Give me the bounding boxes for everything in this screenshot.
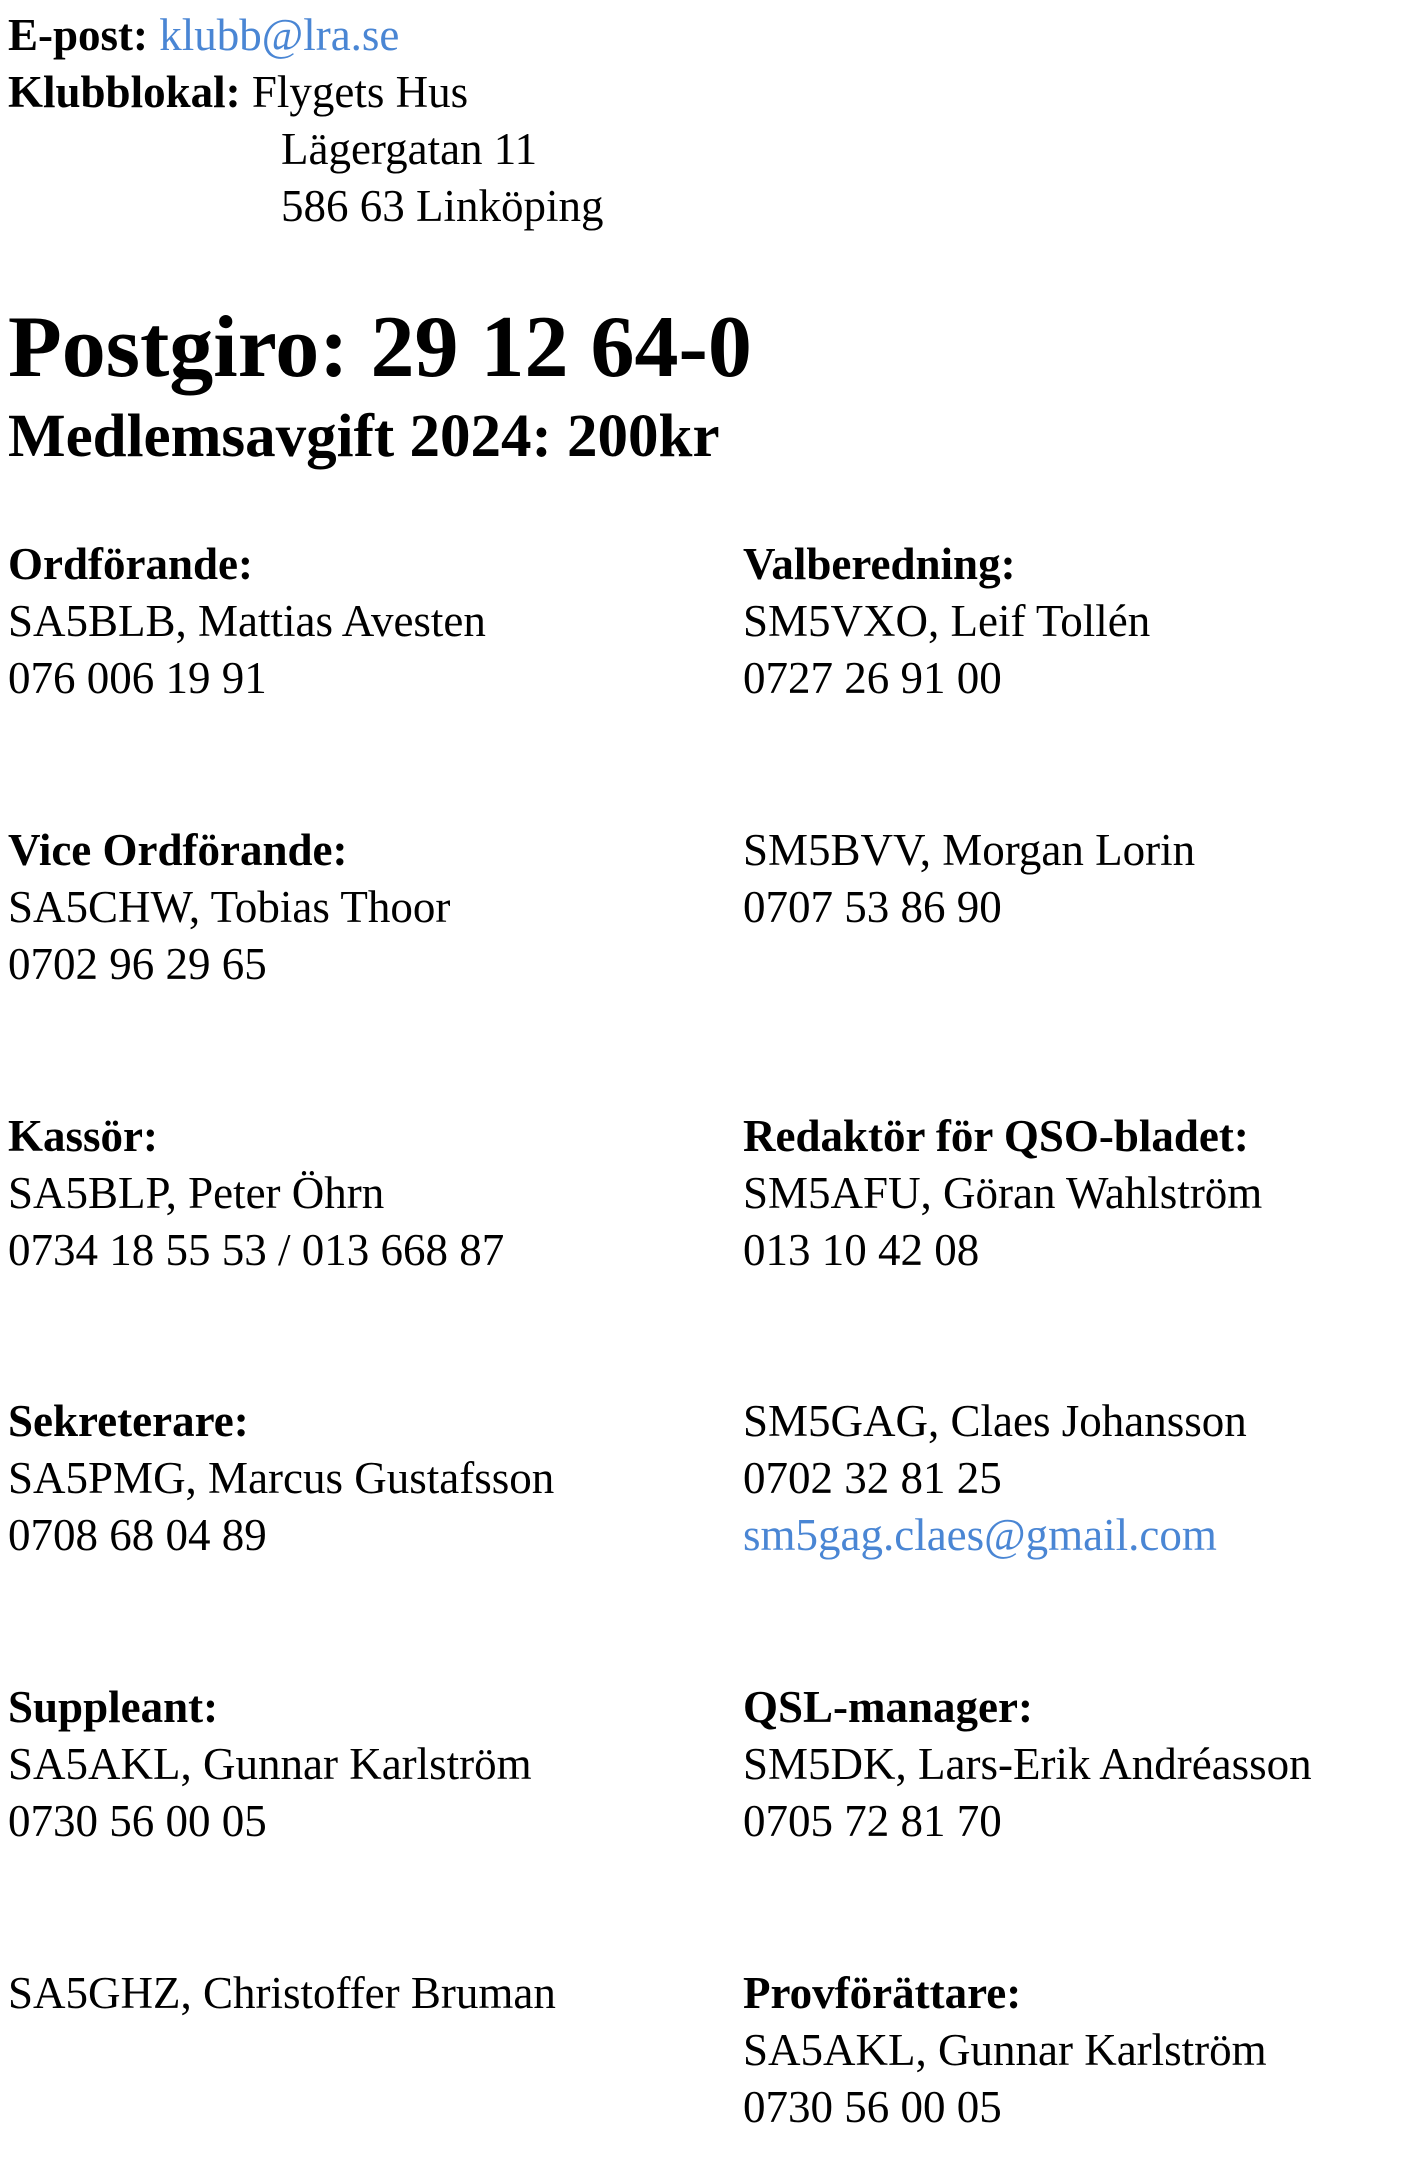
email-label: E-post: bbox=[8, 10, 149, 60]
role-title: QSL-manager: bbox=[743, 1682, 1033, 1732]
role-block-deputy bbox=[8, 1679, 532, 1850]
member-phone: 076 006 19 91 bbox=[8, 653, 267, 703]
role-block-examiner bbox=[743, 1965, 1267, 2136]
member-name: SA5PMG, Marcus Gustafsson bbox=[8, 1453, 555, 1503]
role-block-editor-2 bbox=[743, 1393, 1247, 1564]
venue-city: 586 63 Linköping bbox=[281, 181, 604, 231]
role-block-chairman bbox=[8, 536, 486, 707]
member-phone: 0734 18 55 53 / 013 668 87 bbox=[8, 1225, 505, 1275]
venue-line bbox=[8, 64, 468, 121]
role-block-nomination bbox=[743, 536, 1150, 707]
role-block-nomination-2 bbox=[743, 822, 1195, 936]
role-block-editor bbox=[743, 1108, 1262, 1279]
member-email-link[interactable]: sm5gag.claes@gmail.com bbox=[743, 1510, 1217, 1560]
membership-fee-heading: Medlemsavgift 2024: 200kr bbox=[8, 403, 720, 470]
member-name: SA5CHW, Tobias Thoor bbox=[8, 882, 451, 932]
role-title: Suppleant: bbox=[8, 1682, 219, 1732]
member-phone: 0705 72 81 70 bbox=[743, 1796, 1002, 1846]
member-name: SA5AKL, Gunnar Karlström bbox=[8, 1739, 532, 1789]
role-title: Provförättare: bbox=[743, 1968, 1022, 2018]
member-phone: 013 10 42 08 bbox=[743, 1225, 980, 1275]
member-phone: 0708 68 04 89 bbox=[8, 1510, 267, 1560]
postgiro-heading: Postgiro: 29 12 64-0 bbox=[8, 299, 752, 396]
role-title: Redaktör för QSO-bladet: bbox=[743, 1111, 1249, 1161]
venue-label: Klubblokal: bbox=[8, 67, 241, 117]
member-phone: 0730 56 00 05 bbox=[8, 1796, 267, 1846]
role-title: Valberedning: bbox=[743, 539, 1016, 589]
role-block-qsl-manager bbox=[743, 1679, 1312, 1850]
email-line bbox=[8, 7, 399, 64]
member-name: SM5VXO, Leif Tollén bbox=[743, 596, 1151, 646]
member-phone: 0702 96 29 65 bbox=[8, 939, 267, 989]
member-name: SM5BVV, Morgan Lorin bbox=[743, 825, 1196, 875]
member-name: SM5GAG, Claes Johansson bbox=[743, 1396, 1247, 1446]
role-block-secretary bbox=[8, 1393, 554, 1564]
venue-street: Lägergatan 11 bbox=[281, 124, 538, 174]
member-phone: 0727 26 91 00 bbox=[743, 653, 1002, 703]
role-title: Vice Ordförande: bbox=[8, 825, 348, 875]
role-title: Sekreterare: bbox=[8, 1396, 249, 1446]
member-name: SA5GHZ, Christoffer Bruman bbox=[8, 1968, 556, 2018]
member-phone: 0702 32 81 25 bbox=[743, 1453, 1002, 1503]
role-title: Kassör: bbox=[8, 1111, 158, 1161]
member-name: SA5BLP, Peter Öhrn bbox=[8, 1168, 385, 1218]
member-phone: 0707 53 86 90 bbox=[743, 882, 1002, 932]
member-name: SA5BLB, Mattias Avesten bbox=[8, 596, 486, 646]
member-name: SM5AFU, Göran Wahlström bbox=[743, 1168, 1263, 1218]
member-name: SM5DK, Lars-Erik Andréasson bbox=[743, 1739, 1312, 1789]
member-phone: 0730 56 00 05 bbox=[743, 2082, 1002, 2132]
member-name: SA5AKL, Gunnar Karlström bbox=[743, 2025, 1267, 2075]
club-email-link[interactable]: klubb@lra.se bbox=[159, 10, 400, 60]
role-block-treasurer bbox=[8, 1108, 504, 1279]
role-block-deputy-2 bbox=[8, 1965, 556, 2022]
venue-name: Flygets Hus bbox=[251, 67, 469, 117]
role-block-vice-chairman bbox=[8, 822, 450, 993]
role-title: Ordförande: bbox=[8, 539, 253, 589]
